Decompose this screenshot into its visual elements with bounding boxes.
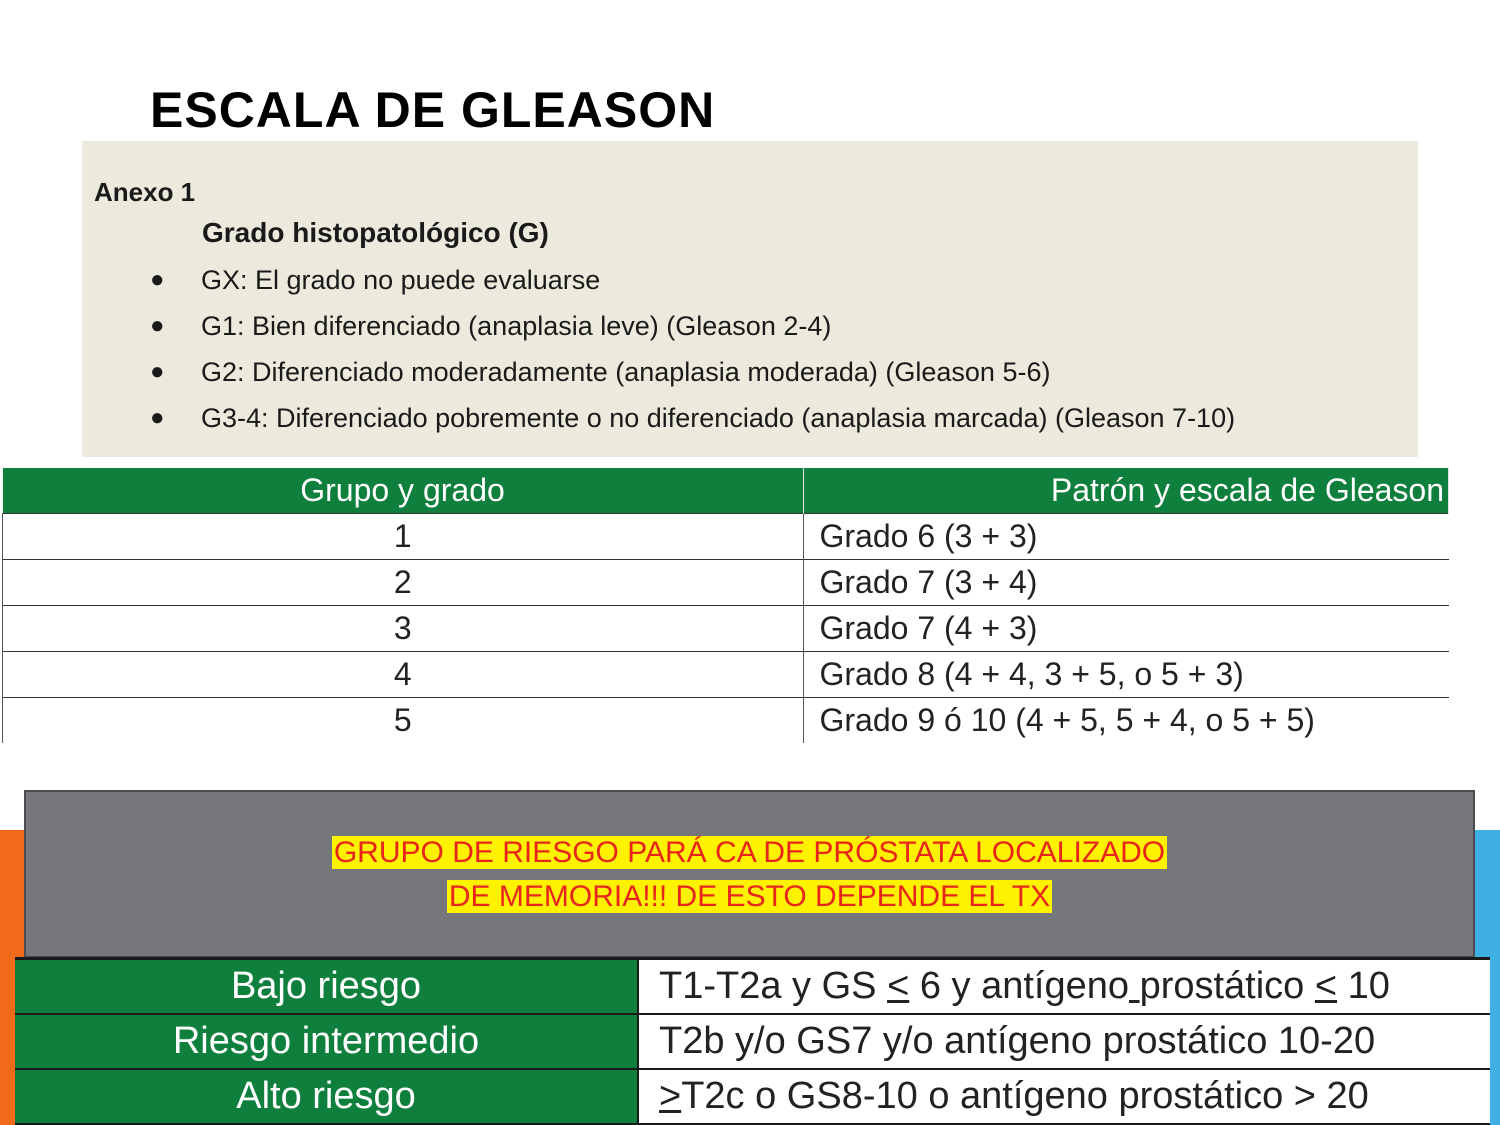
annex-subheading: Grado histopatológico (G) — [202, 217, 549, 248]
bullet-icon: ● — [150, 312, 165, 339]
table-row — [3, 698, 1449, 744]
table-header-row — [3, 468, 1449, 514]
bullet-icon: ● — [150, 266, 165, 293]
risk-criteria-intermediate: T2b y/o GS7 y/o antígeno prostático 10-20 — [638, 1014, 1490, 1069]
risk-banner-line-1: GRUPO DE RIESGO PARÁ CA DE PRÓSTATA LOCALIZADO — [333, 836, 1166, 869]
risk-label-high: Alto riesgo — [15, 1069, 638, 1124]
column-header-pattern: Patrón y escala de Gleason — [803, 468, 1449, 514]
table-row — [3, 652, 1449, 698]
risk-label-low: Bajo riesgo — [15, 959, 638, 1015]
pattern-cell: Grado 6 (3 + 3) — [803, 514, 1449, 560]
annex-heading: Anexo 1 — [94, 177, 196, 207]
annex-panel: Anexo 1 Grado histopatológico (G) ● GX: El grado no puede evaluarse ● G1: Bien diferenciado (anaplasia leve) (Gleason 2-4) ● G2: Diferenciado moderadamente (anaplasia moderada) (Gleason 5-6) ● G3-4: Diferenciado pobremente o no diferenciado (anaplasia marcada) (Gleason 7-10) — [82, 141, 1418, 457]
risk-banner-line-2: DE MEMORIA!!! DE ESTO DEPENDE EL TX — [448, 880, 1051, 913]
table-row — [3, 606, 1449, 652]
pattern-cell: Grado 9 ó 10 (4 + 5, 5 + 4, o 5 + 5) — [803, 698, 1449, 744]
gleason-table — [2, 468, 1449, 743]
risk-criteria-high: >T2c o GS8-10 o antígeno prostático > 20 — [638, 1069, 1490, 1124]
bullet-icon: ● — [150, 404, 165, 431]
slide-title: ESCALA DE GLEASON — [150, 82, 716, 138]
group-cell: 2 — [3, 560, 804, 606]
table-row — [3, 560, 1449, 606]
risk-group-banner — [24, 790, 1475, 958]
table-row — [15, 1014, 1490, 1069]
bullet-icon: ● — [150, 358, 165, 385]
risk-table — [15, 957, 1490, 1125]
group-cell: 3 — [3, 606, 804, 652]
table-row — [3, 514, 1449, 560]
column-header-group: Grupo y grado — [3, 468, 804, 514]
group-cell: 5 — [3, 698, 804, 744]
risk-criteria-low: T1-T2a y GS < 6 y antígeno prostático < 10 — [638, 959, 1490, 1015]
table-row — [15, 959, 1490, 1015]
pattern-cell: Grado 8 (4 + 4, 3 + 5, o 5 + 3) — [803, 652, 1449, 698]
table-row — [15, 1069, 1490, 1124]
group-cell: 1 — [3, 514, 804, 560]
pattern-cell: Grado 7 (3 + 4) — [803, 560, 1449, 606]
pattern-cell: Grado 7 (4 + 3) — [803, 606, 1449, 652]
risk-label-intermediate: Riesgo intermedio — [15, 1014, 638, 1069]
group-cell: 4 — [3, 652, 804, 698]
